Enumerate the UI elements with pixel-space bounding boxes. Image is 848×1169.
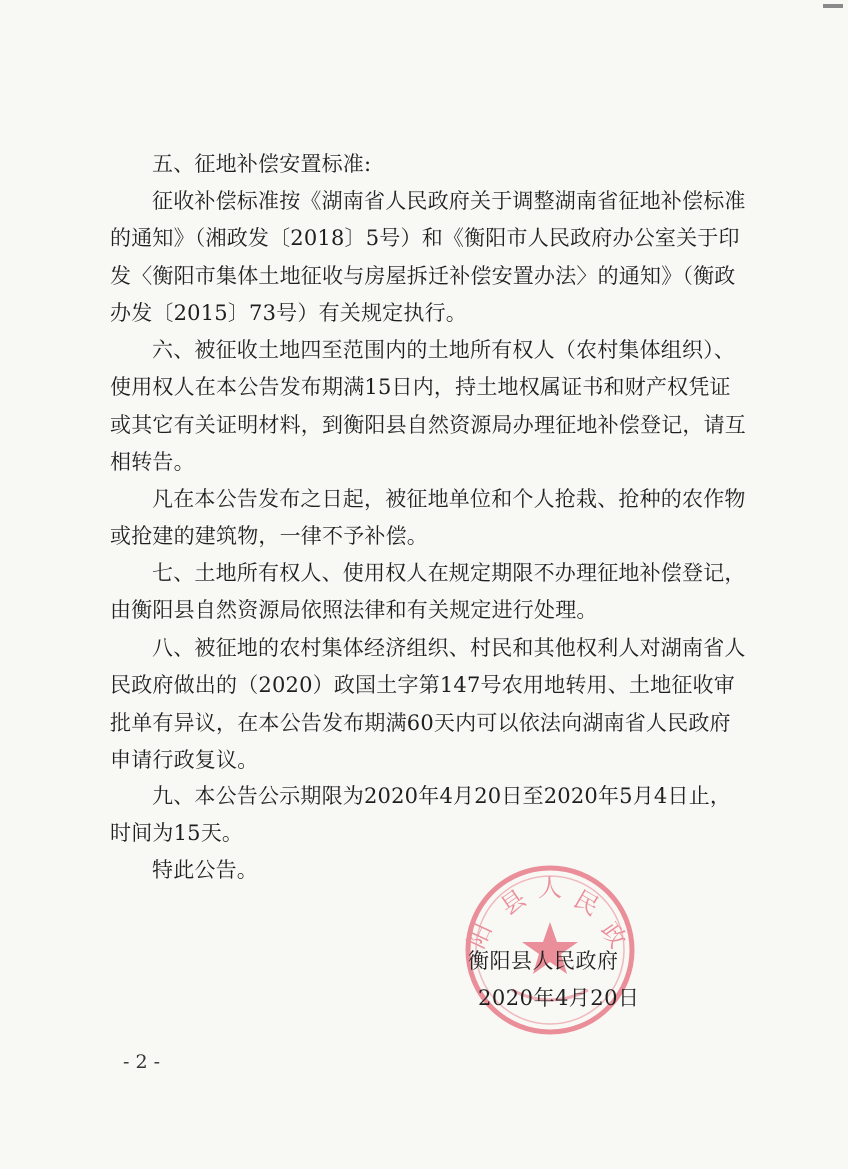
closing-remark: 特此公告。 [152, 858, 258, 882]
section-six-body: 六、被征收土地四至范围内的土地所有权人（农村集体组织）、使用权人在本公告发布期满15日内，持土地权属证书和财产权凭证或其它有关证明材料，到衡阳县自然资源局办理征地补偿登记，请互相转告。 [110, 338, 746, 474]
svg-text:人: 人 [538, 874, 562, 902]
scan-mark [823, 4, 843, 8]
svg-text:政: 政 [595, 917, 632, 954]
section-eight-body: 八、被征地的农村集体经济组织、村民和其他权利人对湖南省人民政府做出的（2020）政国土字第147号农用地转用、土地征收审批单有异议，在本公告发布期满60天内可以依法向湖南省人民政府申请行政复议。 [110, 636, 746, 772]
svg-text:县: 县 [495, 884, 532, 921]
signature-date: 2020年4月20日 [478, 986, 640, 1010]
section-five-heading: 五、征地补偿安置标准: [152, 152, 372, 176]
svg-text:阳: 阳 [462, 918, 498, 953]
page-number: - 2 - [123, 1051, 161, 1073]
section-seven-body: 七、土地所有权人、使用权人在规定期限不办理征地补偿登记，由衡阳县自然资源局依照法律和有关规定进行处理。 [110, 561, 746, 623]
section-five-body: 征收补偿标准按《湖南省人民政府关于调整湖南省征地补偿标准的通知》（湘政发〔2018〕5号）和《衡阳市人民政府办公室关于印发〈衡阳市集体土地征收与房屋拆迁补偿安置办法〉的通知》（衡政办发〔2015〕73号）有关规定执行。 [110, 189, 746, 325]
signatory-name: 衡阳县人民政府 [468, 949, 619, 973]
no-compensation-clause: 凡在本公告发布之日起，被征地单位和个人抢栽、抢种的农作物或抢建的建筑物，一律不予补偿。 [110, 487, 746, 549]
section-nine-body: 九、本公告公示期限为2020年4月20日至2020年5月4日止，时间为15天。 [110, 784, 732, 846]
svg-text:民: 民 [569, 884, 604, 922]
